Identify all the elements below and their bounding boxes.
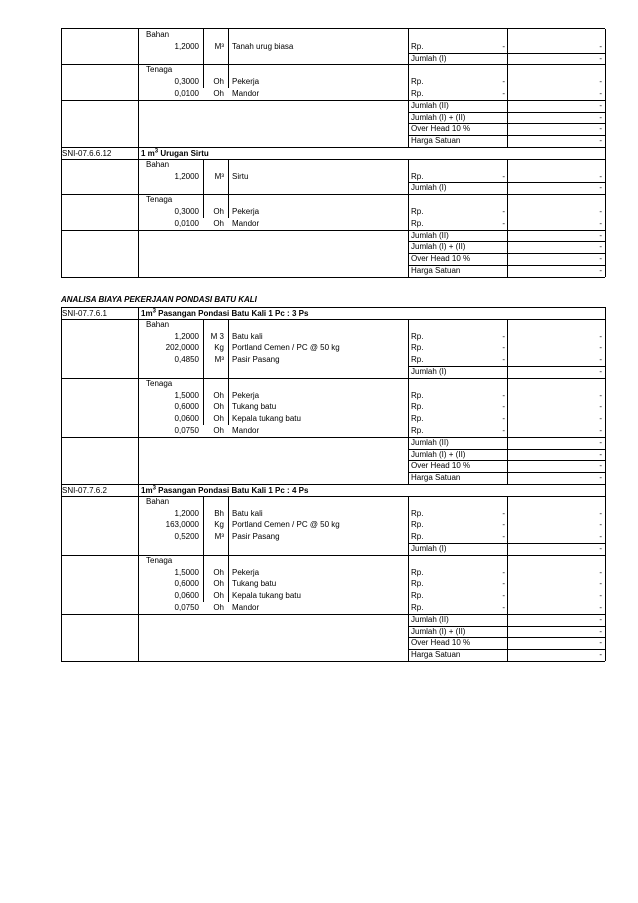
table-rule-vertical <box>138 484 139 661</box>
table-rule-vertical <box>507 159 508 277</box>
item-qty: 0,0100 <box>174 89 199 98</box>
item-desc: Tanah urug biasa <box>232 41 294 51</box>
rp-label: Rp. <box>411 508 424 518</box>
item-unit: M³ <box>214 532 224 542</box>
item-unit: Oh <box>213 603 224 612</box>
item-unit: M³ <box>214 355 224 365</box>
table-rule-horizontal <box>61 661 605 662</box>
total-label: Over Head 10 % <box>411 638 471 648</box>
total-label: Jumlah (I) + (II) <box>411 449 466 459</box>
group-label-tenaga: Tenaga <box>146 195 173 205</box>
rp-label: Rp. <box>411 207 424 216</box>
table-rule-horizontal <box>61 194 605 195</box>
rp-label: Rp. <box>411 567 424 577</box>
item-title-pre: 1m <box>141 486 153 495</box>
rp-value: - <box>502 89 505 98</box>
item-qty: 1,2000 <box>174 331 199 341</box>
amount-value: - <box>599 426 602 435</box>
item-desc: Batu kali <box>232 508 263 518</box>
item-unit: Oh <box>213 579 224 589</box>
item-desc: Pasir Pasang <box>232 355 280 365</box>
item-title-pre: 1 m <box>141 149 155 158</box>
rp-label: Rp. <box>411 603 424 612</box>
item-unit: Oh <box>213 426 224 435</box>
item-title-sup: 3 <box>152 308 156 315</box>
total-label: Over Head 10 % <box>411 254 471 264</box>
table-rule-vertical <box>61 29 62 147</box>
rp-value: - <box>502 390 505 400</box>
amount-value: - <box>599 343 602 353</box>
amount-value: - <box>599 591 602 601</box>
amount-value: - <box>599 520 602 530</box>
amount-value: - <box>599 355 602 365</box>
item-qty: 163,0000 <box>165 520 199 530</box>
table-rule-vertical <box>408 496 409 661</box>
amount-value: - <box>599 207 602 216</box>
total-label: Over Head 10 % <box>411 461 471 471</box>
rp-value: - <box>502 218 505 228</box>
table-rule-vertical <box>203 29 204 88</box>
item-desc: Tukang batu <box>232 402 277 412</box>
total-value: - <box>599 650 602 660</box>
total-label: Jumlah (II) <box>411 437 449 447</box>
rp-label: Rp. <box>411 426 424 435</box>
item-unit: Kg <box>214 520 224 530</box>
item-desc: Tukang batu <box>232 579 277 589</box>
rp-value: - <box>502 207 505 216</box>
amount-value: - <box>599 579 602 589</box>
table-rule-vertical <box>203 159 204 218</box>
table-rule-vertical <box>138 307 139 484</box>
item-unit: Oh <box>213 218 224 228</box>
item-qty: 0,0750 <box>174 426 199 435</box>
amount-value: - <box>599 41 602 51</box>
section-heading: ANALISA BIAYA PEKERJAAN PONDASI BATU KALI <box>61 295 257 304</box>
rp-value: - <box>502 171 505 181</box>
item-desc: Pekerja <box>232 567 260 577</box>
group-label-tenaga: Tenaga <box>146 555 173 565</box>
item-desc: Mandor <box>232 89 260 98</box>
item-qty: 0,0600 <box>174 591 199 601</box>
table-rule-vertical <box>507 319 508 484</box>
item-unit: Oh <box>213 207 224 216</box>
item-unit: Oh <box>213 414 224 424</box>
total-label: Harga Satuan <box>411 136 461 146</box>
rp-value: - <box>502 603 505 612</box>
total-value: - <box>599 437 602 447</box>
total-value: - <box>599 544 602 553</box>
rp-label: Rp. <box>411 218 424 228</box>
table-rule-vertical <box>138 147 139 277</box>
table-rule-vertical <box>61 484 62 661</box>
item-title-sup: 3 <box>154 148 159 155</box>
table-rule-vertical <box>203 496 204 602</box>
item-desc: Pekerja <box>232 207 260 216</box>
item-title <box>141 148 209 159</box>
table-rule-vertical <box>228 496 229 602</box>
rp-value: - <box>502 41 505 51</box>
amount-value: - <box>599 402 602 412</box>
item-qty: 0,6000 <box>174 402 199 412</box>
total-value: - <box>599 638 602 648</box>
item-unit: Oh <box>213 89 224 98</box>
item-desc: Mandor <box>232 603 260 612</box>
total-label: Jumlah (I) <box>411 367 447 376</box>
amount-value: - <box>599 77 602 87</box>
rp-value: - <box>502 591 505 601</box>
amount-value: - <box>599 390 602 400</box>
item-desc: Kepala tukang batu <box>232 591 301 601</box>
total-value: - <box>599 626 602 636</box>
table-rule-vertical <box>507 29 508 147</box>
rp-label: Rp. <box>411 77 424 87</box>
rp-label: Rp. <box>411 41 424 51</box>
amount-value: - <box>599 508 602 518</box>
table-rule-horizontal <box>61 64 605 65</box>
table-rule-vertical <box>228 159 229 218</box>
item-qty: 0,0600 <box>174 414 199 424</box>
item-qty: 1,5000 <box>174 567 199 577</box>
rp-value: - <box>502 77 505 87</box>
total-label: Jumlah (II) <box>411 100 449 110</box>
total-label: Jumlah (I) <box>411 53 447 63</box>
item-qty: 0,0100 <box>174 218 199 228</box>
total-value: - <box>599 230 602 240</box>
item-unit: Oh <box>213 591 224 601</box>
item-qty: 1,2000 <box>174 508 199 518</box>
total-value: - <box>599 473 602 483</box>
amount-value: - <box>599 567 602 577</box>
item-desc: Portland Cemen / PC @ 50 kg <box>232 520 340 530</box>
item-desc: Portland Cemen / PC @ 50 kg <box>232 343 340 353</box>
rp-label: Rp. <box>411 355 424 365</box>
total-value: - <box>599 266 602 275</box>
table-rule-vertical <box>605 484 606 661</box>
item-code: SNI-07.7.6.1 <box>62 309 107 318</box>
table-rule-vertical <box>61 307 62 484</box>
item-unit: Bh <box>214 508 224 518</box>
item-unit: Kg <box>214 343 224 353</box>
total-label: Harga Satuan <box>411 266 461 275</box>
group-label-bahan: Bahan <box>146 30 170 39</box>
table-rule-horizontal <box>61 319 605 320</box>
rp-value: - <box>502 426 505 435</box>
item-title-sup: 3 <box>152 485 156 492</box>
item-title <box>141 308 308 319</box>
item-qty: 202,0000 <box>165 343 199 353</box>
item-desc: Mandor <box>232 426 260 435</box>
total-label: Harga Satuan <box>411 473 461 483</box>
total-label: Jumlah (II) <box>411 614 449 624</box>
rp-value: - <box>502 567 505 577</box>
table-rule-vertical <box>408 159 409 277</box>
item-qty: 0,4850 <box>174 355 199 365</box>
rp-label: Rp. <box>411 390 424 400</box>
item-desc: Pekerja <box>232 390 260 400</box>
total-value: - <box>599 614 602 624</box>
item-desc: Pasir Pasang <box>232 532 280 542</box>
rp-value: - <box>502 579 505 589</box>
rp-value: - <box>502 532 505 542</box>
item-qty: 1,2000 <box>174 41 199 51</box>
amount-value: - <box>599 532 602 542</box>
rp-label: Rp. <box>411 89 424 98</box>
rp-label: Rp. <box>411 579 424 589</box>
item-unit: M³ <box>214 171 224 181</box>
total-value: - <box>599 183 602 193</box>
item-qty: 1,2000 <box>174 171 199 181</box>
table-rule-vertical <box>228 319 229 425</box>
amount-value: - <box>599 331 602 341</box>
group-label-tenaga: Tenaga <box>146 378 173 388</box>
item-unit: Oh <box>213 402 224 412</box>
total-label: Over Head 10 % <box>411 124 471 134</box>
amount-value: - <box>599 603 602 612</box>
total-label: Jumlah (I) + (II) <box>411 626 466 636</box>
total-value: - <box>599 449 602 459</box>
item-qty: 1,5000 <box>174 390 199 400</box>
group-label-bahan: Bahan <box>146 159 170 169</box>
total-label: Jumlah (I) + (II) <box>411 242 466 252</box>
table-rule-vertical <box>203 319 204 425</box>
total-value: - <box>599 53 602 63</box>
table-rule-vertical <box>408 29 409 147</box>
item-desc: Mandor <box>232 218 260 228</box>
item-unit: Oh <box>213 77 224 87</box>
table-rule-horizontal <box>61 28 605 29</box>
rp-label: Rp. <box>411 331 424 341</box>
amount-value: - <box>599 89 602 98</box>
table-rule-vertical <box>605 29 606 147</box>
rp-value: - <box>502 508 505 518</box>
item-desc: Sirtu <box>232 171 249 181</box>
item-desc: Kepala tukang batu <box>232 414 301 424</box>
item-title <box>141 485 308 496</box>
item-code: SNI-07.6.6.12 <box>62 149 112 158</box>
item-title-post: Urugan Sirtu <box>158 149 209 158</box>
total-value: - <box>599 112 602 122</box>
item-desc: Batu kali <box>232 331 263 341</box>
group-label-bahan: Bahan <box>146 496 170 506</box>
total-value: - <box>599 136 602 146</box>
amount-value: - <box>599 218 602 228</box>
rp-value: - <box>502 331 505 341</box>
rp-value: - <box>502 355 505 365</box>
rp-value: - <box>502 414 505 424</box>
rp-label: Rp. <box>411 171 424 181</box>
total-label: Harga Satuan <box>411 650 461 660</box>
table-rule-vertical <box>507 496 508 661</box>
table-rule-horizontal <box>61 555 605 556</box>
rp-label: Rp. <box>411 402 424 412</box>
group-label-bahan: Bahan <box>146 319 170 329</box>
total-value: - <box>599 367 602 376</box>
item-desc: Pekerja <box>232 77 260 87</box>
item-code: SNI-07.7.6.2 <box>62 486 107 495</box>
total-value: - <box>599 242 602 252</box>
rp-value: - <box>502 520 505 530</box>
group-label-tenaga: Tenaga <box>146 65 173 75</box>
total-value: - <box>599 254 602 264</box>
rp-label: Rp. <box>411 591 424 601</box>
table-rule-vertical <box>408 319 409 484</box>
rp-value: - <box>502 402 505 412</box>
item-unit: M 3 <box>210 331 224 341</box>
table-rule-vertical <box>605 147 606 277</box>
item-unit: Oh <box>213 567 224 577</box>
table-rule-horizontal <box>61 159 605 160</box>
table-rule-vertical <box>228 29 229 88</box>
item-title-pre: 1m <box>141 309 153 318</box>
item-title-post: Pasangan Pondasi Batu Kali 1 Pc : 3 Ps <box>155 309 309 318</box>
item-qty: 0,5200 <box>174 532 199 542</box>
item-qty: 0,3000 <box>174 77 199 87</box>
rp-label: Rp. <box>411 414 424 424</box>
total-label: Jumlah (I) <box>411 544 447 553</box>
amount-value: - <box>599 171 602 181</box>
table-rule-vertical <box>61 147 62 277</box>
table-rule-horizontal <box>61 378 605 379</box>
total-value: - <box>599 124 602 134</box>
total-value: - <box>599 100 602 110</box>
rp-value: - <box>502 343 505 353</box>
table-rule-horizontal <box>61 277 605 278</box>
rp-label: Rp. <box>411 520 424 530</box>
item-title-post: Pasangan Pondasi Batu Kali 1 Pc : 4 Ps <box>155 486 309 495</box>
table-rule-horizontal <box>61 496 605 497</box>
item-qty: 0,6000 <box>174 579 199 589</box>
table-rule-vertical <box>138 29 139 147</box>
item-qty: 0,3000 <box>174 207 199 216</box>
item-qty: 0,0750 <box>174 603 199 612</box>
table-rule-vertical <box>605 307 606 484</box>
amount-value: - <box>599 414 602 424</box>
total-label: Jumlah (I) + (II) <box>411 112 466 122</box>
rp-label: Rp. <box>411 532 424 542</box>
total-label: Jumlah (I) <box>411 183 447 193</box>
item-unit: Oh <box>213 390 224 400</box>
total-label: Jumlah (II) <box>411 230 449 240</box>
item-unit: M³ <box>214 41 224 51</box>
total-value: - <box>599 461 602 471</box>
rp-label: Rp. <box>411 343 424 353</box>
